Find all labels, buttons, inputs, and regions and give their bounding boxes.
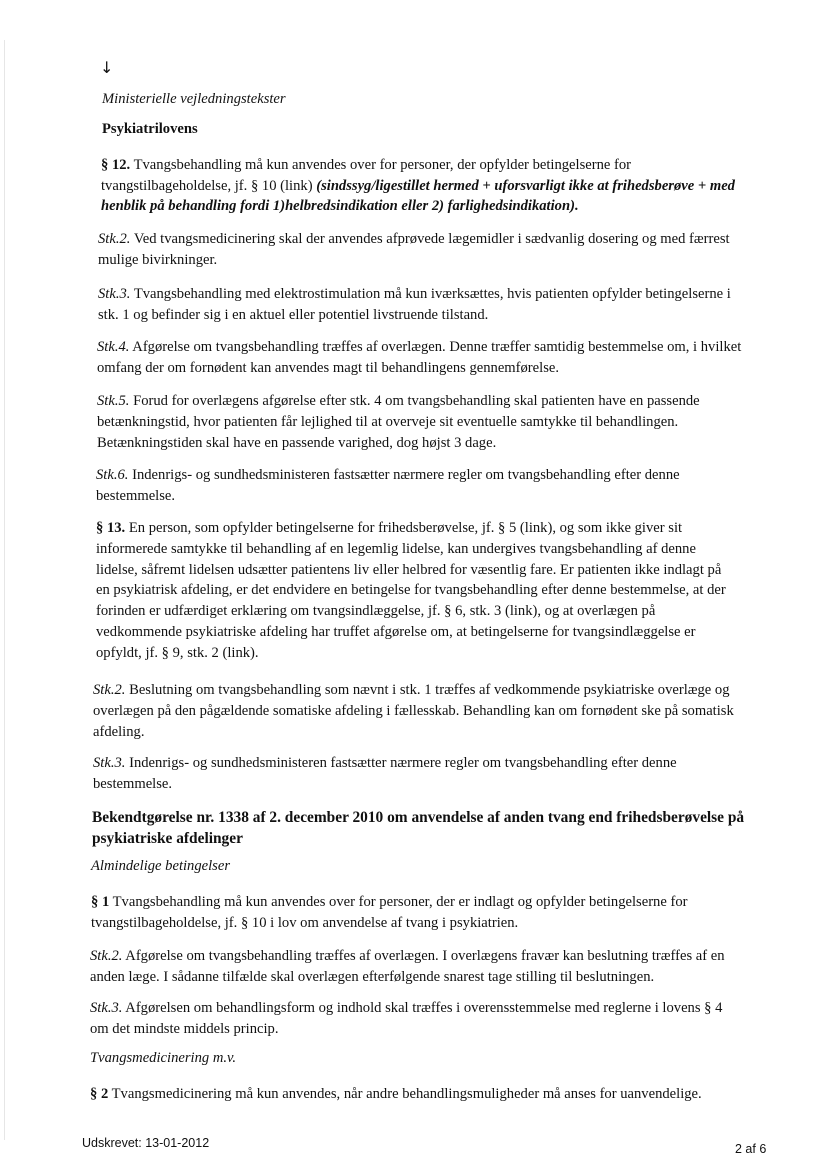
section-12-stk2 xyxy=(98,229,798,270)
paragraph-text: bestemmelse. xyxy=(93,776,173,792)
paragraph-text: Tvangsbehandling må kun anvendes over for personer, der er indlagt og opfylder betingelserne for xyxy=(109,894,688,910)
paragraph-text: Indenrigs- og sundhedsministeren fastsætter nærmere regler om tvangsbehandling efter denne xyxy=(128,467,680,483)
down-arrow-icon: ↓ xyxy=(100,58,114,77)
bek-section-1-stk2 xyxy=(90,946,815,988)
title-line: Bekendtgørelse nr. 1338 af 2. december 2010 om anvendelse af anden tvang end frihedsberøvelse på xyxy=(92,809,745,826)
section-12-stk5 xyxy=(97,391,807,454)
section-2-number: § 2 xyxy=(90,1086,109,1102)
section-13 xyxy=(96,518,811,664)
bekendtgorelse-title xyxy=(92,807,812,849)
paragraph-text: tvangstilbageholdelse, jf. § 10 i lov om anvendelse af tvang i psykiatrien. xyxy=(91,915,519,931)
paragraph-text: omfang der om fornødent kan anvendes magt til behandlingens gennemførelse. xyxy=(97,359,559,376)
section-12-stk4 xyxy=(97,337,807,378)
paragraph-text: betænkningstid, hvor patienten får lejlighed til at overveje sit eventuelle samtykke til behandlingen. xyxy=(97,414,679,430)
print-date: Udskrevet: 13-01-2012 xyxy=(82,1136,210,1150)
paragraph-text: Forud for overlægens afgørelse efter stk. 4 om tvangsbehandling skal patienten have en passende xyxy=(129,393,700,409)
section-12-line3: henblik på behandling fordi 1)helbredsindikation eller 2) farlighedsindikation). xyxy=(101,198,579,214)
paragraph-text: lidelse, såfremt lidelsen udsætter patientens liv eller helbred for væsentlig fare. Er patienten ikke indlagt på xyxy=(96,561,722,578)
paragraph-text: overlægen på den pågældende somatiske afdeling i fællesskab. Behandling kan om fornødent ske på somatisk xyxy=(93,702,734,719)
paragraph-text: afdeling. xyxy=(93,723,145,740)
scan-edge-line xyxy=(4,40,5,1140)
section-13-stk3 xyxy=(93,753,813,795)
subheading-general-conditions: Almindelige betingelser xyxy=(91,858,231,874)
paragraph-text: Tvangsbehandling med elektrostimulation må kun iværksættes, hvis patienten opfylder betingelserne i xyxy=(130,286,731,302)
section-13-stk2 xyxy=(93,680,813,742)
stk-label: Stk.2. xyxy=(93,682,126,698)
stk-label: Stk.6. xyxy=(96,467,129,483)
paragraph-text: Indenrigs- og sundhedsministeren fastsætter nærmere regler om tvangsbehandling efter denne xyxy=(125,755,677,771)
paragraph-text: opfyldt, jf. § 9, stk. 2 (link). xyxy=(96,644,259,661)
paragraph-text: Afgørelse om tvangsbehandling træffes af overlægen. I overlægens fravær kan beslutning træffes af en xyxy=(122,948,725,964)
section-12-line2a: tvangstilbageholdelse, jf. § 10 (link) xyxy=(101,177,317,194)
paragraph-text: bestemmelse. xyxy=(96,488,176,504)
paragraph-text: en psykiatrisk afdeling, er det endvidere en betingelse for tvangsbehandling efter denne bestemmelse, at der xyxy=(96,582,726,599)
stk-label: Stk.2. xyxy=(90,948,123,964)
paragraph-text: Ved tvangsmedicinering skal der anvendes afprøvede lægemidler i sædvanlig dosering og med færrest xyxy=(130,231,730,247)
paragraph-text: Tvangsmedicinering må kun anvendes, når andre behandlingsmuligheder må anses for uanvendelige. xyxy=(108,1086,702,1102)
law-title: Psykiatrilovens xyxy=(102,121,198,137)
paragraph-text: mulige bivirkninger. xyxy=(98,251,218,268)
paragraph-text: anden læge. I sådanne tilfælde skal overlægen efterfølgende snarest tage stilling til beslutningen. xyxy=(90,969,655,985)
section-12-stk6 xyxy=(96,465,806,507)
paragraph-text: informerede samtykke til behandling af en legemlig lidelse, kan undergives tvangsbehandling af denne xyxy=(96,540,696,557)
stk-label: Stk.3. xyxy=(93,755,126,771)
section-12 xyxy=(101,155,791,217)
section-13-number: § 13. xyxy=(96,520,126,536)
paragraph-text: om det mindste middels princip. xyxy=(90,1021,279,1037)
paragraph-text: forinden er udfærdiget erklæring om tvangsindlæggelse, jf. § 6, stk. 3 (link), og at overlægen på xyxy=(96,603,656,620)
bek-section-1-stk3 xyxy=(90,998,815,1040)
stk-label: Stk.3. xyxy=(98,286,131,302)
paragraph-text: vedkommende psykiatriske afdeling har truffet afgørelse om, at betingelserne for tvangsindlæggelse er xyxy=(96,623,696,640)
bek-section-2 xyxy=(90,1084,815,1105)
paragraph-text: Afgørelsen om behandlingsform og indhold skal træffes i overensstemmelse med reglerne i lovens § 4 xyxy=(122,1000,723,1016)
stk-label: Stk.4. xyxy=(97,339,130,355)
paragraph-text: En person, som opfylder betingelserne for frihedsberøvelse, jf. § 5 (link), og som ikke giver sit xyxy=(125,520,683,536)
stk-label: Stk.2. xyxy=(98,231,131,247)
ministerial-heading: Ministerielle vejledningstekster xyxy=(102,91,286,107)
section-12-line2b: (sindssyg/ligestillet hermed + uforsvarligt ikke at frihedsberøve + med xyxy=(316,177,735,194)
section-12-number: § 12. xyxy=(101,157,131,173)
stk-label: Stk.5. xyxy=(97,393,130,409)
paragraph-text: Beslutning om tvangsbehandling som nævnt i stk. 1 træffes af vedkommende psykiatriske overlæge og xyxy=(125,682,730,698)
subheading-forced-medication: Tvangsmedicinering m.v. xyxy=(90,1050,237,1066)
page-number: 2 af 6 xyxy=(735,1142,767,1156)
paragraph-text: stk. 1 og befinder sig i en aktuel eller potentiel livstruende tilstand. xyxy=(98,306,489,323)
section-1-number: § 1 xyxy=(91,894,110,910)
section-12-stk3 xyxy=(98,284,798,325)
paragraph-text: Betænkningstiden skal have en passende varighed, dog højst 3 dage. xyxy=(97,435,497,451)
stk-label: Stk.3. xyxy=(90,1000,123,1016)
paragraph-text: Afgørelse om tvangsbehandling træffes af overlægen. Denne træffer samtidig bestemmelse om, i hvilket xyxy=(129,339,742,355)
bek-section-1 xyxy=(91,892,811,934)
title-line: psykiatriske afdelinger xyxy=(92,830,243,847)
section-12-line1: Tvangsbehandling må kun anvendes over for personer, der opfylder betingelserne for xyxy=(133,157,632,173)
